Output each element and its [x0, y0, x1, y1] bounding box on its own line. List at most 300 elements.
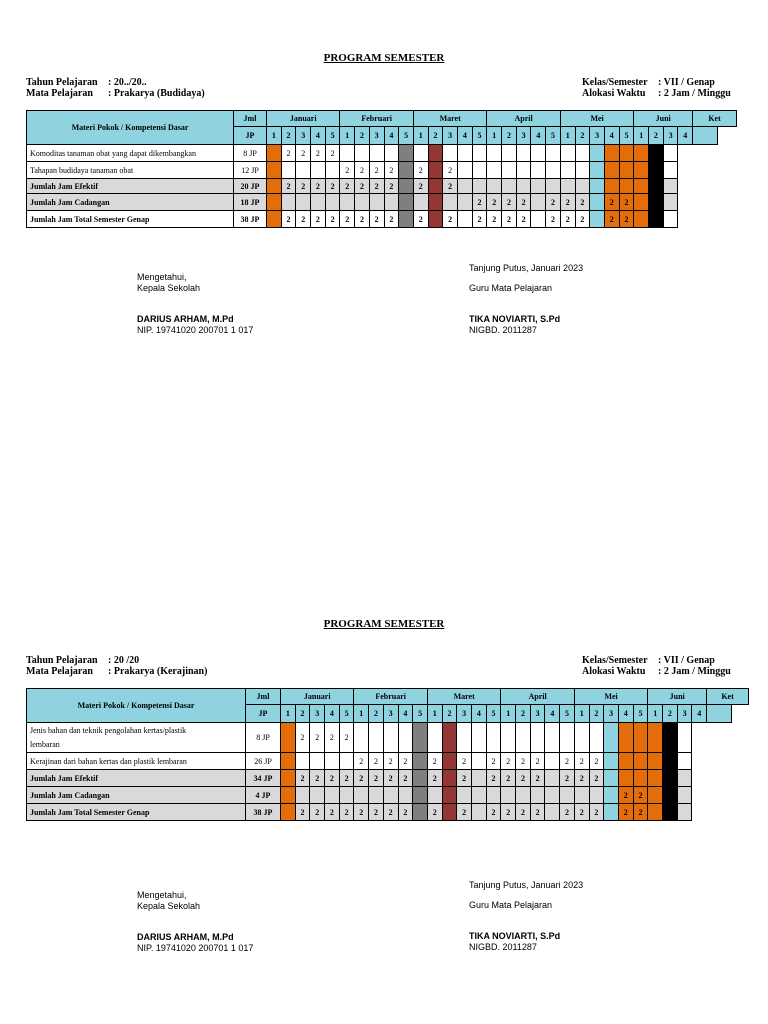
week-cell: 2 [384, 211, 399, 228]
week-cell [589, 787, 604, 804]
week-header: 4 [311, 127, 326, 145]
week-cell [545, 787, 560, 804]
week-cell: 2 [619, 211, 634, 228]
month-header: April [487, 111, 560, 127]
week-header: 1 [281, 705, 296, 723]
week-cell: 2 [560, 770, 575, 787]
week-cell [383, 787, 398, 804]
month-header: Februari [354, 689, 427, 705]
week-cell: 2 [325, 770, 340, 787]
week-cell: 2 [413, 211, 428, 228]
week-cell [530, 723, 545, 753]
week-cell [530, 787, 545, 804]
week-cell [516, 787, 531, 804]
week-cell [281, 753, 296, 770]
week-cell [516, 723, 531, 753]
month-header: Juni [648, 689, 707, 705]
week-cell [471, 753, 486, 770]
week-header: 5 [472, 127, 487, 145]
week-cell: 2 [560, 804, 575, 821]
doc1-tahun-value: : 20../20.. [108, 77, 147, 88]
doc2-kelas-label: Kelas/Semester [582, 655, 648, 666]
week-cell [471, 804, 486, 821]
month-header: Mei [574, 689, 647, 705]
week-cell: 2 [443, 179, 458, 194]
week-header: 3 [590, 127, 605, 145]
week-cell: 2 [516, 211, 531, 228]
week-cell: 2 [355, 162, 370, 179]
week-cell [663, 770, 678, 787]
week-cell: 2 [295, 770, 310, 787]
doc1-kepsek-nip: NIP. 19741020 200701 1 017 [137, 325, 254, 335]
row-jp: 38 JP [234, 211, 267, 228]
doc2-kepsek-nip: NIP. 19741020 200701 1 017 [137, 943, 254, 953]
row-label [27, 723, 246, 753]
week-cell [604, 787, 619, 804]
doc2-kelas-value: : VII / Genap [658, 655, 715, 666]
doc1-mapel-value: : Prakarya (Budidaya) [108, 88, 205, 99]
week-cell [295, 753, 310, 770]
week-header: 3 [604, 705, 619, 723]
week-header: 1 [634, 127, 649, 145]
week-cell: 2 [339, 770, 354, 787]
week-cell [442, 804, 457, 821]
row-label-line2: lembaran [30, 739, 60, 749]
week-cell: 2 [589, 804, 604, 821]
header-jml: Jml [246, 689, 281, 705]
week-cell [604, 753, 619, 770]
doc2-alokasi-label: Alokasi Waktu [582, 666, 646, 677]
row-jp: 12 JP [234, 162, 267, 179]
week-header: 3 [383, 705, 398, 723]
week-cell: 2 [574, 753, 589, 770]
row-jp: 18 JP [234, 194, 267, 211]
week-cell [457, 723, 472, 753]
week-header: 1 [427, 705, 442, 723]
week-cell: 2 [457, 770, 472, 787]
week-cell: 2 [501, 804, 516, 821]
week-cell: 2 [355, 179, 370, 194]
week-header: 3 [516, 127, 531, 145]
week-cell [663, 787, 678, 804]
week-cell [295, 787, 310, 804]
doc1-mengetahui: Mengetahui, [137, 272, 187, 282]
doc1-kelas-label: Kelas/Semester [582, 77, 648, 88]
row-jp: 8 JP [234, 145, 267, 162]
row-jp: 4 JP [246, 787, 281, 804]
week-cell [663, 723, 678, 753]
week-cell: 2 [355, 211, 370, 228]
doc1-guru: Guru Mata Pelajaran [469, 283, 553, 293]
week-cell: 2 [427, 753, 442, 770]
week-cell [427, 723, 442, 753]
week-header: 2 [281, 127, 296, 145]
week-cell: 2 [516, 804, 531, 821]
week-cell [471, 770, 486, 787]
week-header: 2 [589, 705, 604, 723]
week-header: 1 [560, 127, 575, 145]
doc1-kepala: Kepala Sekolah [137, 283, 201, 293]
week-cell: 2 [560, 194, 575, 211]
week-header: 3 [369, 127, 384, 145]
week-cell [677, 804, 692, 821]
week-header: 1 [354, 705, 369, 723]
week-cell: 2 [427, 804, 442, 821]
week-header: 2 [442, 705, 457, 723]
table-row [27, 770, 749, 787]
week-header: 4 [531, 127, 546, 145]
week-cell [486, 787, 501, 804]
week-header: 5 [339, 705, 354, 723]
week-cell: 2 [340, 211, 355, 228]
week-header: 3 [663, 127, 678, 145]
week-cell: 2 [589, 753, 604, 770]
week-cell: 2 [281, 145, 296, 162]
month-header: Mei [560, 111, 633, 127]
week-cell [369, 723, 384, 753]
week-cell: 2 [486, 753, 501, 770]
week-cell: 2 [560, 753, 575, 770]
week-cell [677, 787, 692, 804]
week-cell [560, 723, 575, 753]
week-cell [281, 787, 296, 804]
week-header: 4 [604, 127, 619, 145]
week-cell: 2 [369, 211, 384, 228]
week-cell: 2 [457, 753, 472, 770]
week-cell [354, 787, 369, 804]
week-cell: 2 [502, 194, 517, 211]
week-cell: 2 [383, 753, 398, 770]
week-cell [413, 753, 428, 770]
week-header: 5 [560, 705, 575, 723]
week-cell [486, 723, 501, 753]
week-cell [677, 723, 692, 753]
week-cell [427, 787, 442, 804]
week-cell [442, 723, 457, 753]
doc1-mapel-label: Mata Pelajaran [26, 88, 93, 99]
week-cell: 2 [354, 753, 369, 770]
doc2-mengetahui: Mengetahui, [137, 890, 187, 900]
week-header: 4 [384, 127, 399, 145]
header-ket-blank [707, 705, 732, 723]
week-cell: 2 [398, 770, 413, 787]
week-header: 3 [530, 705, 545, 723]
week-header: 2 [649, 127, 664, 145]
week-header: 2 [355, 127, 370, 145]
row-label: Kerajinan dari bahan kertas dan plastik lembaran [27, 753, 246, 770]
week-header: 2 [428, 127, 443, 145]
row-label: Jumlah Jam Cadangan [27, 194, 234, 211]
doc2-alokasi-value: : 2 Jam / Minggu [658, 666, 731, 677]
doc2-tahun-label: Tahun Pelajaran [26, 655, 98, 666]
row-label: Tahapan budidaya tanaman obat [27, 162, 234, 179]
week-cell: 2 [339, 804, 354, 821]
doc2-info-right [582, 655, 731, 677]
week-header: 1 [648, 705, 663, 723]
week-cell: 2 [295, 804, 310, 821]
week-cell [545, 770, 560, 787]
week-header: 4 [618, 705, 633, 723]
week-cell: 2 [384, 179, 399, 194]
week-cell: 2 [530, 804, 545, 821]
week-cell: 2 [633, 804, 648, 821]
doc2-schedule-table [26, 688, 749, 821]
doc2-guru-nip: NIGBD. 2011287 [469, 942, 537, 952]
doc2-guru-name: TIKA NOVIARTI, S.Pd [469, 931, 561, 941]
week-cell: 2 [502, 211, 517, 228]
week-cell: 2 [487, 194, 502, 211]
month-header: Maret [413, 111, 487, 127]
week-cell: 2 [575, 211, 590, 228]
month-header: Januari [267, 111, 340, 127]
week-cell [383, 723, 398, 753]
week-cell: 2 [354, 804, 369, 821]
week-cell: 2 [413, 179, 428, 194]
week-cell [442, 753, 457, 770]
week-header: 1 [340, 127, 355, 145]
week-header: 2 [295, 705, 310, 723]
week-cell: 2 [619, 194, 634, 211]
doc2-mapel-label: Mata Pelajaran [26, 666, 93, 677]
doc1-tahun-label: Tahun Pelajaran [26, 77, 98, 88]
doc2-place-date: Tanjung Putus, Januari 2023 [469, 880, 584, 890]
week-cell: 2 [384, 162, 399, 179]
row-label: Jumlah Jam Total Semester Genap [27, 804, 246, 821]
week-cell: 2 [472, 211, 487, 228]
week-header: 5 [413, 705, 428, 723]
row-label-line1: Jenis bahan dan teknik pengolahan kertas/plastik [30, 725, 187, 735]
week-header: 4 [398, 705, 413, 723]
week-cell: 2 [501, 770, 516, 787]
week-cell [281, 723, 296, 753]
week-cell: 2 [530, 753, 545, 770]
week-cell: 2 [369, 179, 384, 194]
week-cell: 2 [575, 194, 590, 211]
row-jp: 34 JP [246, 770, 281, 787]
row-jp: 38 JP [246, 804, 281, 821]
week-cell: 2 [340, 162, 355, 179]
week-cell: 2 [339, 723, 354, 753]
week-cell [471, 787, 486, 804]
doc1-alokasi-label: Alokasi Waktu [582, 88, 646, 99]
week-header: 4 [325, 705, 340, 723]
week-header: 2 [502, 127, 517, 145]
week-header: 1 [574, 705, 589, 723]
week-header: 1 [413, 127, 428, 145]
header-jp: JP [234, 127, 267, 145]
week-cell: 2 [443, 211, 458, 228]
row-label: Jumlah Jam Total Semester Genap [27, 211, 234, 228]
row-jp: 8 JP [246, 723, 281, 753]
table-row [27, 787, 749, 804]
week-cell: 2 [443, 162, 458, 179]
week-cell: 2 [516, 194, 531, 211]
week-cell [281, 804, 296, 821]
week-header: 5 [325, 127, 340, 145]
week-cell: 2 [340, 179, 355, 194]
week-cell [281, 770, 296, 787]
doc2-info-left [26, 655, 207, 677]
week-cell: 2 [618, 804, 633, 821]
week-cell [648, 770, 663, 787]
week-cell: 2 [354, 770, 369, 787]
week-cell [677, 770, 692, 787]
week-header: 4 [678, 127, 693, 145]
week-cell: 2 [516, 770, 531, 787]
week-cell [398, 787, 413, 804]
row-label: Jumlah Jam Efektif [27, 179, 234, 194]
week-cell: 2 [325, 145, 340, 162]
week-cell [677, 753, 692, 770]
row-label: Komoditas tanaman obat yang dapat dikembangkan [27, 145, 234, 162]
week-cell [413, 787, 428, 804]
week-cell: 2 [413, 162, 428, 179]
week-cell: 2 [369, 770, 384, 787]
week-cell [633, 770, 648, 787]
week-cell: 2 [310, 804, 325, 821]
week-cell: 2 [560, 211, 575, 228]
week-cell [618, 753, 633, 770]
week-cell [604, 770, 619, 787]
week-cell: 2 [296, 211, 311, 228]
week-header: 5 [546, 127, 561, 145]
week-cell: 2 [574, 770, 589, 787]
week-cell [633, 753, 648, 770]
week-cell: 2 [427, 770, 442, 787]
week-cell [589, 723, 604, 753]
week-cell [648, 723, 663, 753]
week-cell: 2 [310, 723, 325, 753]
week-cell [663, 804, 678, 821]
week-cell: 2 [516, 753, 531, 770]
week-cell: 2 [472, 194, 487, 211]
week-cell: 2 [633, 787, 648, 804]
week-cell: 2 [325, 211, 340, 228]
week-cell [648, 753, 663, 770]
week-cell: 2 [296, 145, 311, 162]
week-cell: 2 [325, 179, 340, 194]
week-cell: 2 [310, 770, 325, 787]
week-header: 2 [663, 705, 678, 723]
header-jp: JP [246, 705, 281, 723]
week-cell: 2 [486, 804, 501, 821]
week-header: 1 [501, 705, 516, 723]
week-cell: 2 [325, 804, 340, 821]
week-header: 1 [487, 127, 502, 145]
week-cell: 2 [311, 145, 326, 162]
week-cell: 2 [618, 787, 633, 804]
doc2-tahun-value: : 20 /20 [108, 655, 140, 666]
week-cell [574, 787, 589, 804]
week-cell: 2 [369, 162, 384, 179]
week-cell [618, 770, 633, 787]
week-cell: 2 [604, 194, 619, 211]
week-header: 5 [619, 127, 634, 145]
week-cell [310, 787, 325, 804]
week-cell [604, 723, 619, 753]
week-cell: 2 [369, 753, 384, 770]
week-header: 2 [575, 127, 590, 145]
week-cell: 2 [398, 753, 413, 770]
doc2-guru: Guru Mata Pelajaran [469, 900, 553, 910]
row-label: Jumlah Jam Efektif [27, 770, 246, 787]
week-cell: 2 [295, 723, 310, 753]
week-cell [545, 753, 560, 770]
month-header: Juni [634, 111, 693, 127]
week-cell [618, 723, 633, 753]
row-jp: 26 JP [246, 753, 281, 770]
week-cell: 2 [383, 770, 398, 787]
week-header: 4 [471, 705, 486, 723]
week-cell [574, 723, 589, 753]
week-cell [339, 787, 354, 804]
doc1-title: PROGRAM SEMESTER [323, 52, 445, 64]
week-cell [648, 787, 663, 804]
week-cell: 2 [501, 753, 516, 770]
week-cell [442, 770, 457, 787]
week-cell: 2 [589, 770, 604, 787]
week-cell [413, 770, 428, 787]
table-row [27, 723, 749, 753]
month-header: April [501, 689, 574, 705]
week-header: 4 [457, 127, 472, 145]
week-cell: 2 [281, 179, 296, 194]
week-cell [369, 787, 384, 804]
week-cell: 2 [311, 179, 326, 194]
week-header: 3 [296, 127, 311, 145]
doc1-kepsek-name: DARIUS ARHAM, M.Pd [137, 314, 234, 324]
week-cell [648, 804, 663, 821]
header-materi: Materi Pokok / Kompetensi Dasar [27, 689, 246, 723]
week-header: 4 [545, 705, 560, 723]
week-cell: 2 [369, 804, 384, 821]
doc1-guru-name: TIKA NOVIARTI, S.Pd [469, 314, 561, 324]
month-header: Februari [340, 111, 413, 127]
week-cell: 2 [574, 804, 589, 821]
doc2-signature-right [469, 880, 583, 953]
week-header: 1 [267, 127, 282, 145]
week-header: 4 [692, 705, 707, 723]
table-row [27, 753, 749, 770]
week-cell [413, 804, 428, 821]
week-cell: 2 [311, 211, 326, 228]
week-header: 5 [486, 705, 501, 723]
week-cell [442, 787, 457, 804]
week-cell [633, 723, 648, 753]
week-cell: 2 [325, 723, 340, 753]
doc1-place-date: Tanjung Putus, Januari 2023 [469, 263, 584, 273]
row-jp: 20 JP [234, 179, 267, 194]
week-cell: 2 [281, 211, 296, 228]
week-cell [457, 787, 472, 804]
week-cell [325, 753, 340, 770]
doc1-guru-nip: NIGBD. 2011287 [469, 325, 537, 335]
week-cell [413, 723, 428, 753]
month-header: Januari [281, 689, 354, 705]
week-cell: 2 [546, 194, 561, 211]
week-cell [560, 787, 575, 804]
week-cell [310, 753, 325, 770]
header-jml: Jml [234, 111, 267, 127]
week-header: 3 [443, 127, 458, 145]
month-header: Maret [427, 689, 501, 705]
header-materi: Materi Pokok / Kompetensi Dasar [27, 111, 234, 145]
week-header: 3 [677, 705, 692, 723]
week-cell [471, 723, 486, 753]
week-cell: 2 [383, 804, 398, 821]
week-cell [604, 804, 619, 821]
doc2-signature-left [137, 890, 253, 954]
